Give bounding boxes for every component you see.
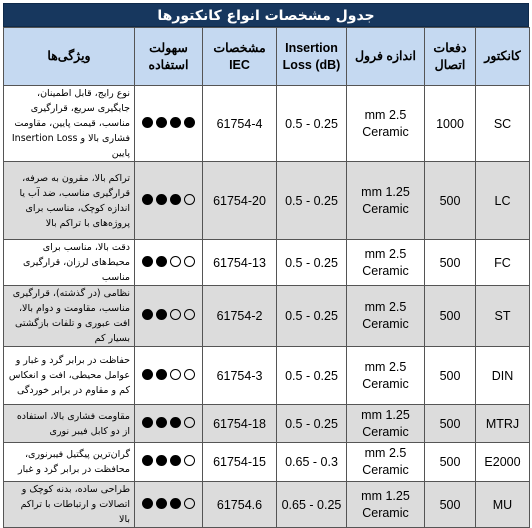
connector-name-cell: DIN — [476, 347, 530, 405]
filled-circle-icon — [156, 256, 167, 267]
features-cell: گران‌ترین پیگتیل فیبرنوری، محافظت در برابر گرد و غبار — [4, 443, 135, 482]
ferrule-cell: 2.5 mm Ceramic — [347, 286, 425, 347]
features-cell: نوع رایج، قابل اطمینان، جایگیری سریع، قرارگیری مناسب، قیمت پایین، مقاومت فشاری بالا و Insertion Loss پایین — [4, 86, 135, 162]
iec-cell: 61754-15 — [203, 443, 277, 482]
empty-circle-icon — [184, 194, 195, 205]
features-cell: طراحی ساده، بدنه کوچک و اتصالات و ارتباطات با تراکم بالا — [4, 482, 135, 528]
header-features: ویژگی‌ها — [4, 28, 135, 86]
empty-circle-icon — [184, 256, 195, 267]
header-connector: کانکتور — [476, 28, 530, 86]
features-cell: حفاظت در برابر گرد و غبار و عوامل محیطی، افت و انعکاس کم و مقاوم در برابر خوردگی — [4, 347, 135, 405]
iec-cell: 61754-20 — [203, 162, 277, 240]
mating-cycles-cell: 500 — [425, 443, 476, 482]
connector-name-cell: FC — [476, 240, 530, 286]
insertion-loss-cell: 0.25 - 0.5 — [277, 405, 347, 443]
header-ease-of-use: سهولت استفاده — [135, 28, 203, 86]
ease-of-use-cell — [135, 347, 203, 405]
filled-circle-icon — [142, 369, 153, 380]
ease-rating — [142, 455, 195, 466]
ferrule-cell: 1.25 mm Ceramic — [347, 405, 425, 443]
filled-circle-icon — [142, 117, 153, 128]
ease-rating — [142, 194, 195, 205]
filled-circle-icon — [170, 194, 181, 205]
filled-circle-icon — [156, 369, 167, 380]
connector-name-cell: E2000 — [476, 443, 530, 482]
header-ferrule-size: اندازه فرول — [347, 28, 425, 86]
filled-circle-icon — [156, 117, 167, 128]
insertion-loss-cell: 0.25 - 0.5 — [277, 162, 347, 240]
table-row — [4, 405, 530, 443]
ferrule-cell: 1.25 mm Ceramic — [347, 162, 425, 240]
ease-of-use-cell — [135, 286, 203, 347]
filled-circle-icon — [170, 455, 181, 466]
filled-circle-icon — [156, 455, 167, 466]
features-cell: مقاومت فشاری بالا، استفاده از دو کابل فیبر نوری — [4, 405, 135, 443]
empty-circle-icon — [184, 369, 195, 380]
connector-name-cell: MU — [476, 482, 530, 528]
insertion-loss-cell: 0.25 - 0.5 — [277, 240, 347, 286]
ease-rating — [142, 417, 195, 428]
iec-cell: 61754-3 — [203, 347, 277, 405]
table-row — [4, 347, 530, 405]
iec-cell: 61754.6 — [203, 482, 277, 528]
filled-circle-icon — [142, 309, 153, 320]
filled-circle-icon — [156, 309, 167, 320]
table-row — [4, 162, 530, 240]
table-row — [4, 286, 530, 347]
empty-circle-icon — [170, 369, 181, 380]
ease-of-use-cell — [135, 240, 203, 286]
features-cell: نظامی (در گذشته)، قرارگیری مناسب، مقاومت و دوام بالا، افت عبوری و تلفات بازگشتی بسیار کم — [4, 286, 135, 347]
table-row — [4, 482, 530, 528]
ferrule-cell: 2.5 mm Ceramic — [347, 347, 425, 405]
insertion-loss-cell: 0.25 - 0.5 — [277, 86, 347, 162]
header-row — [4, 28, 530, 86]
mating-cycles-cell: 500 — [425, 286, 476, 347]
mating-cycles-cell: 500 — [425, 482, 476, 528]
ease-rating — [142, 498, 195, 509]
header-iec: مشخصات IEC — [203, 28, 277, 86]
mating-cycles-cell: 500 — [425, 347, 476, 405]
ease-rating — [142, 256, 195, 267]
insertion-loss-cell: 0.25 - 0.5 — [277, 286, 347, 347]
mating-cycles-cell: 500 — [425, 405, 476, 443]
iec-cell: 61754-18 — [203, 405, 277, 443]
empty-circle-icon — [170, 256, 181, 267]
table-title: جدول مشخصات انواع کانکتورها — [3, 3, 529, 27]
ease-of-use-cell — [135, 162, 203, 240]
filled-circle-icon — [156, 194, 167, 205]
ease-of-use-cell — [135, 443, 203, 482]
filled-circle-icon — [156, 498, 167, 509]
filled-circle-icon — [142, 498, 153, 509]
empty-circle-icon — [184, 309, 195, 320]
table-row — [4, 443, 530, 482]
table-row — [4, 240, 530, 286]
filled-circle-icon — [170, 117, 181, 128]
ease-rating — [142, 369, 195, 380]
mating-cycles-cell: 1000 — [425, 86, 476, 162]
ease-of-use-cell — [135, 86, 203, 162]
filled-circle-icon — [156, 417, 167, 428]
connector-name-cell: ST — [476, 286, 530, 347]
ease-rating — [142, 117, 195, 128]
insertion-loss-cell: 0.25 - 0.65 — [277, 482, 347, 528]
table-body — [4, 86, 530, 528]
ferrule-cell: 1.25 mm Ceramic — [347, 482, 425, 528]
ferrule-cell: 2.5 mm Ceramic — [347, 443, 425, 482]
header-mating-cycles: دفعات اتصال — [425, 28, 476, 86]
header-insertion-loss: Insertion Loss (dB) — [277, 28, 347, 86]
filled-circle-icon — [170, 498, 181, 509]
filled-circle-icon — [142, 256, 153, 267]
table-row — [4, 86, 530, 162]
connector-spec-table — [3, 27, 530, 528]
connector-name-cell: LC — [476, 162, 530, 240]
mating-cycles-cell: 500 — [425, 162, 476, 240]
connector-name-cell: MTRJ — [476, 405, 530, 443]
filled-circle-icon — [184, 117, 195, 128]
connector-spec-table-container — [3, 3, 529, 528]
iec-cell: 61754-13 — [203, 240, 277, 286]
empty-circle-icon — [184, 417, 195, 428]
filled-circle-icon — [170, 417, 181, 428]
empty-circle-icon — [184, 455, 195, 466]
filled-circle-icon — [142, 417, 153, 428]
empty-circle-icon — [170, 309, 181, 320]
insertion-loss-cell: 0.25 - 0.5 — [277, 347, 347, 405]
insertion-loss-cell: 0.3 - 0.65 — [277, 443, 347, 482]
filled-circle-icon — [142, 455, 153, 466]
ease-of-use-cell — [135, 405, 203, 443]
filled-circle-icon — [142, 194, 153, 205]
ease-rating — [142, 309, 195, 320]
iec-cell: 61754-4 — [203, 86, 277, 162]
connector-name-cell: SC — [476, 86, 530, 162]
mating-cycles-cell: 500 — [425, 240, 476, 286]
ease-of-use-cell — [135, 482, 203, 528]
iec-cell: 61754-2 — [203, 286, 277, 347]
ferrule-cell: 2.5 mm Ceramic — [347, 240, 425, 286]
features-cell: تراکم بالا، مقرون به صرفه، قرارگیری مناسب، ضد آب یا اندازه کوچک، مناسب برای پروژه‌های با تراکم بالا — [4, 162, 135, 240]
features-cell: دقت بالا، مناسب برای محیط‌های لرزان، قرارگیری مناسب — [4, 240, 135, 286]
ferrule-cell: 2.5 mm Ceramic — [347, 86, 425, 162]
empty-circle-icon — [184, 498, 195, 509]
